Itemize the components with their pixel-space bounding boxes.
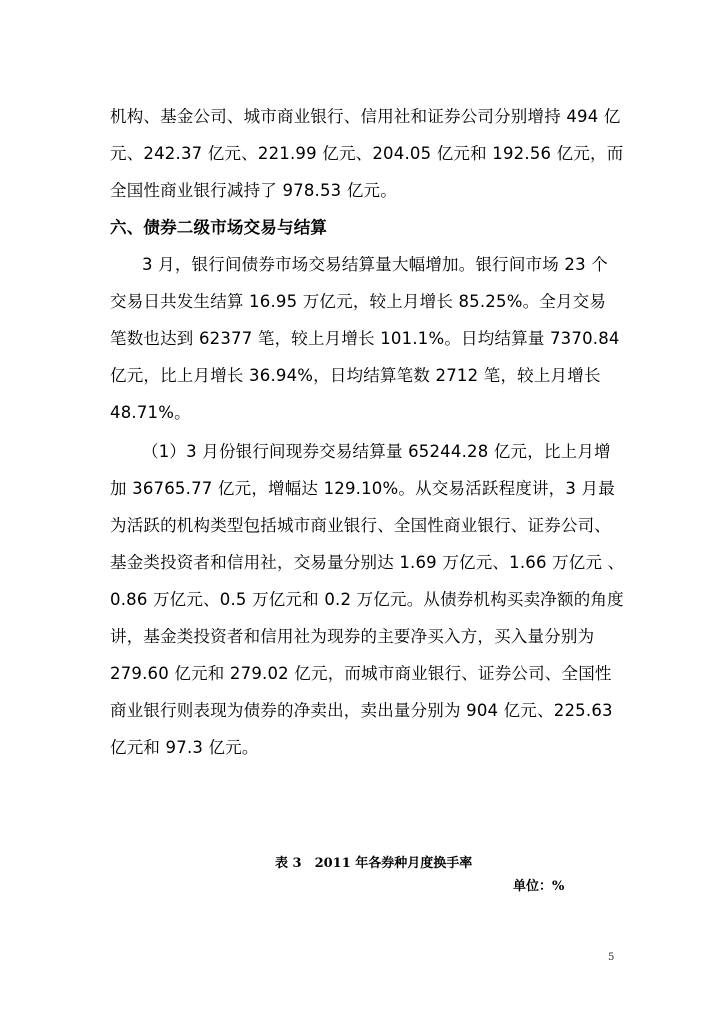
paragraph-line: 279.60 亿元和 279.02 亿元，而城市商业银行、证券公司、全国性 [110, 664, 612, 683]
paragraph-line: （1）3 月份银行间现券交易结算量 65244.28 亿元，比上月增 [142, 442, 611, 461]
paragraph-line: 交易日共发生结算 16.95 万亿元，较上月增长 85.25%。全月交易 [110, 292, 607, 311]
paragraph-line: 为活跃的机构类型包括城市商业银行、全国性商业银行、证券公司、 [110, 516, 611, 535]
page-number: 5 [608, 952, 615, 963]
paragraph-line: 机构、基金公司、城市商业银行、信用社和证券公司分别增持 494 亿 [110, 107, 621, 126]
table-caption: 表 3 2011 年各券种月度换手率 [275, 856, 473, 871]
paragraph-line: 全国性商业银行减持了 978.53 亿元。 [110, 181, 397, 200]
paragraph-line: 亿元，比上月增长 36.94%，日均结算笔数 2712 笔，较上月增长 [110, 366, 601, 385]
section-heading: 六、债券二级市场交易与结算 [110, 218, 328, 237]
paragraph-line: 讲，基金类投资者和信用社为现券的主要净买入方，买入量分别为 [110, 627, 595, 646]
paragraph-line: 亿元和 97.3 亿元。 [110, 738, 259, 757]
paragraph-line: 48.71%。 [110, 403, 191, 422]
unit-label: 单位：% [513, 879, 565, 894]
paragraph-line: 笔数也达到 62377 笔，较上月增长 101.1%。日均结算量 7370.84 [110, 329, 620, 348]
paragraph-line: 加 36765.77 亿元，增幅达 129.10%。从交易活跃程度讲，3 月最 [110, 479, 615, 498]
paragraph-line: 基金类投资者和信用社，交易量分别达 1.69 万亿元、1.66 万亿元 、 [110, 553, 625, 572]
paragraph-line: 元、242.37 亿元、221.99 亿元、204.05 亿元和 192.56 亿元，而 [110, 144, 624, 163]
paragraph-line: 商业银行则表现为债券的净卖出，卖出量分别为 904 亿元、225.63 [110, 701, 613, 720]
paragraph-line: 0.86 万亿元、0.5 万亿元和 0.2 万亿元。从债券机构买卖净额的角度 [110, 590, 624, 609]
paragraph-line: 3 月，银行间债券市场交易结算量大幅增加。银行间市场 23 个 [142, 255, 608, 274]
